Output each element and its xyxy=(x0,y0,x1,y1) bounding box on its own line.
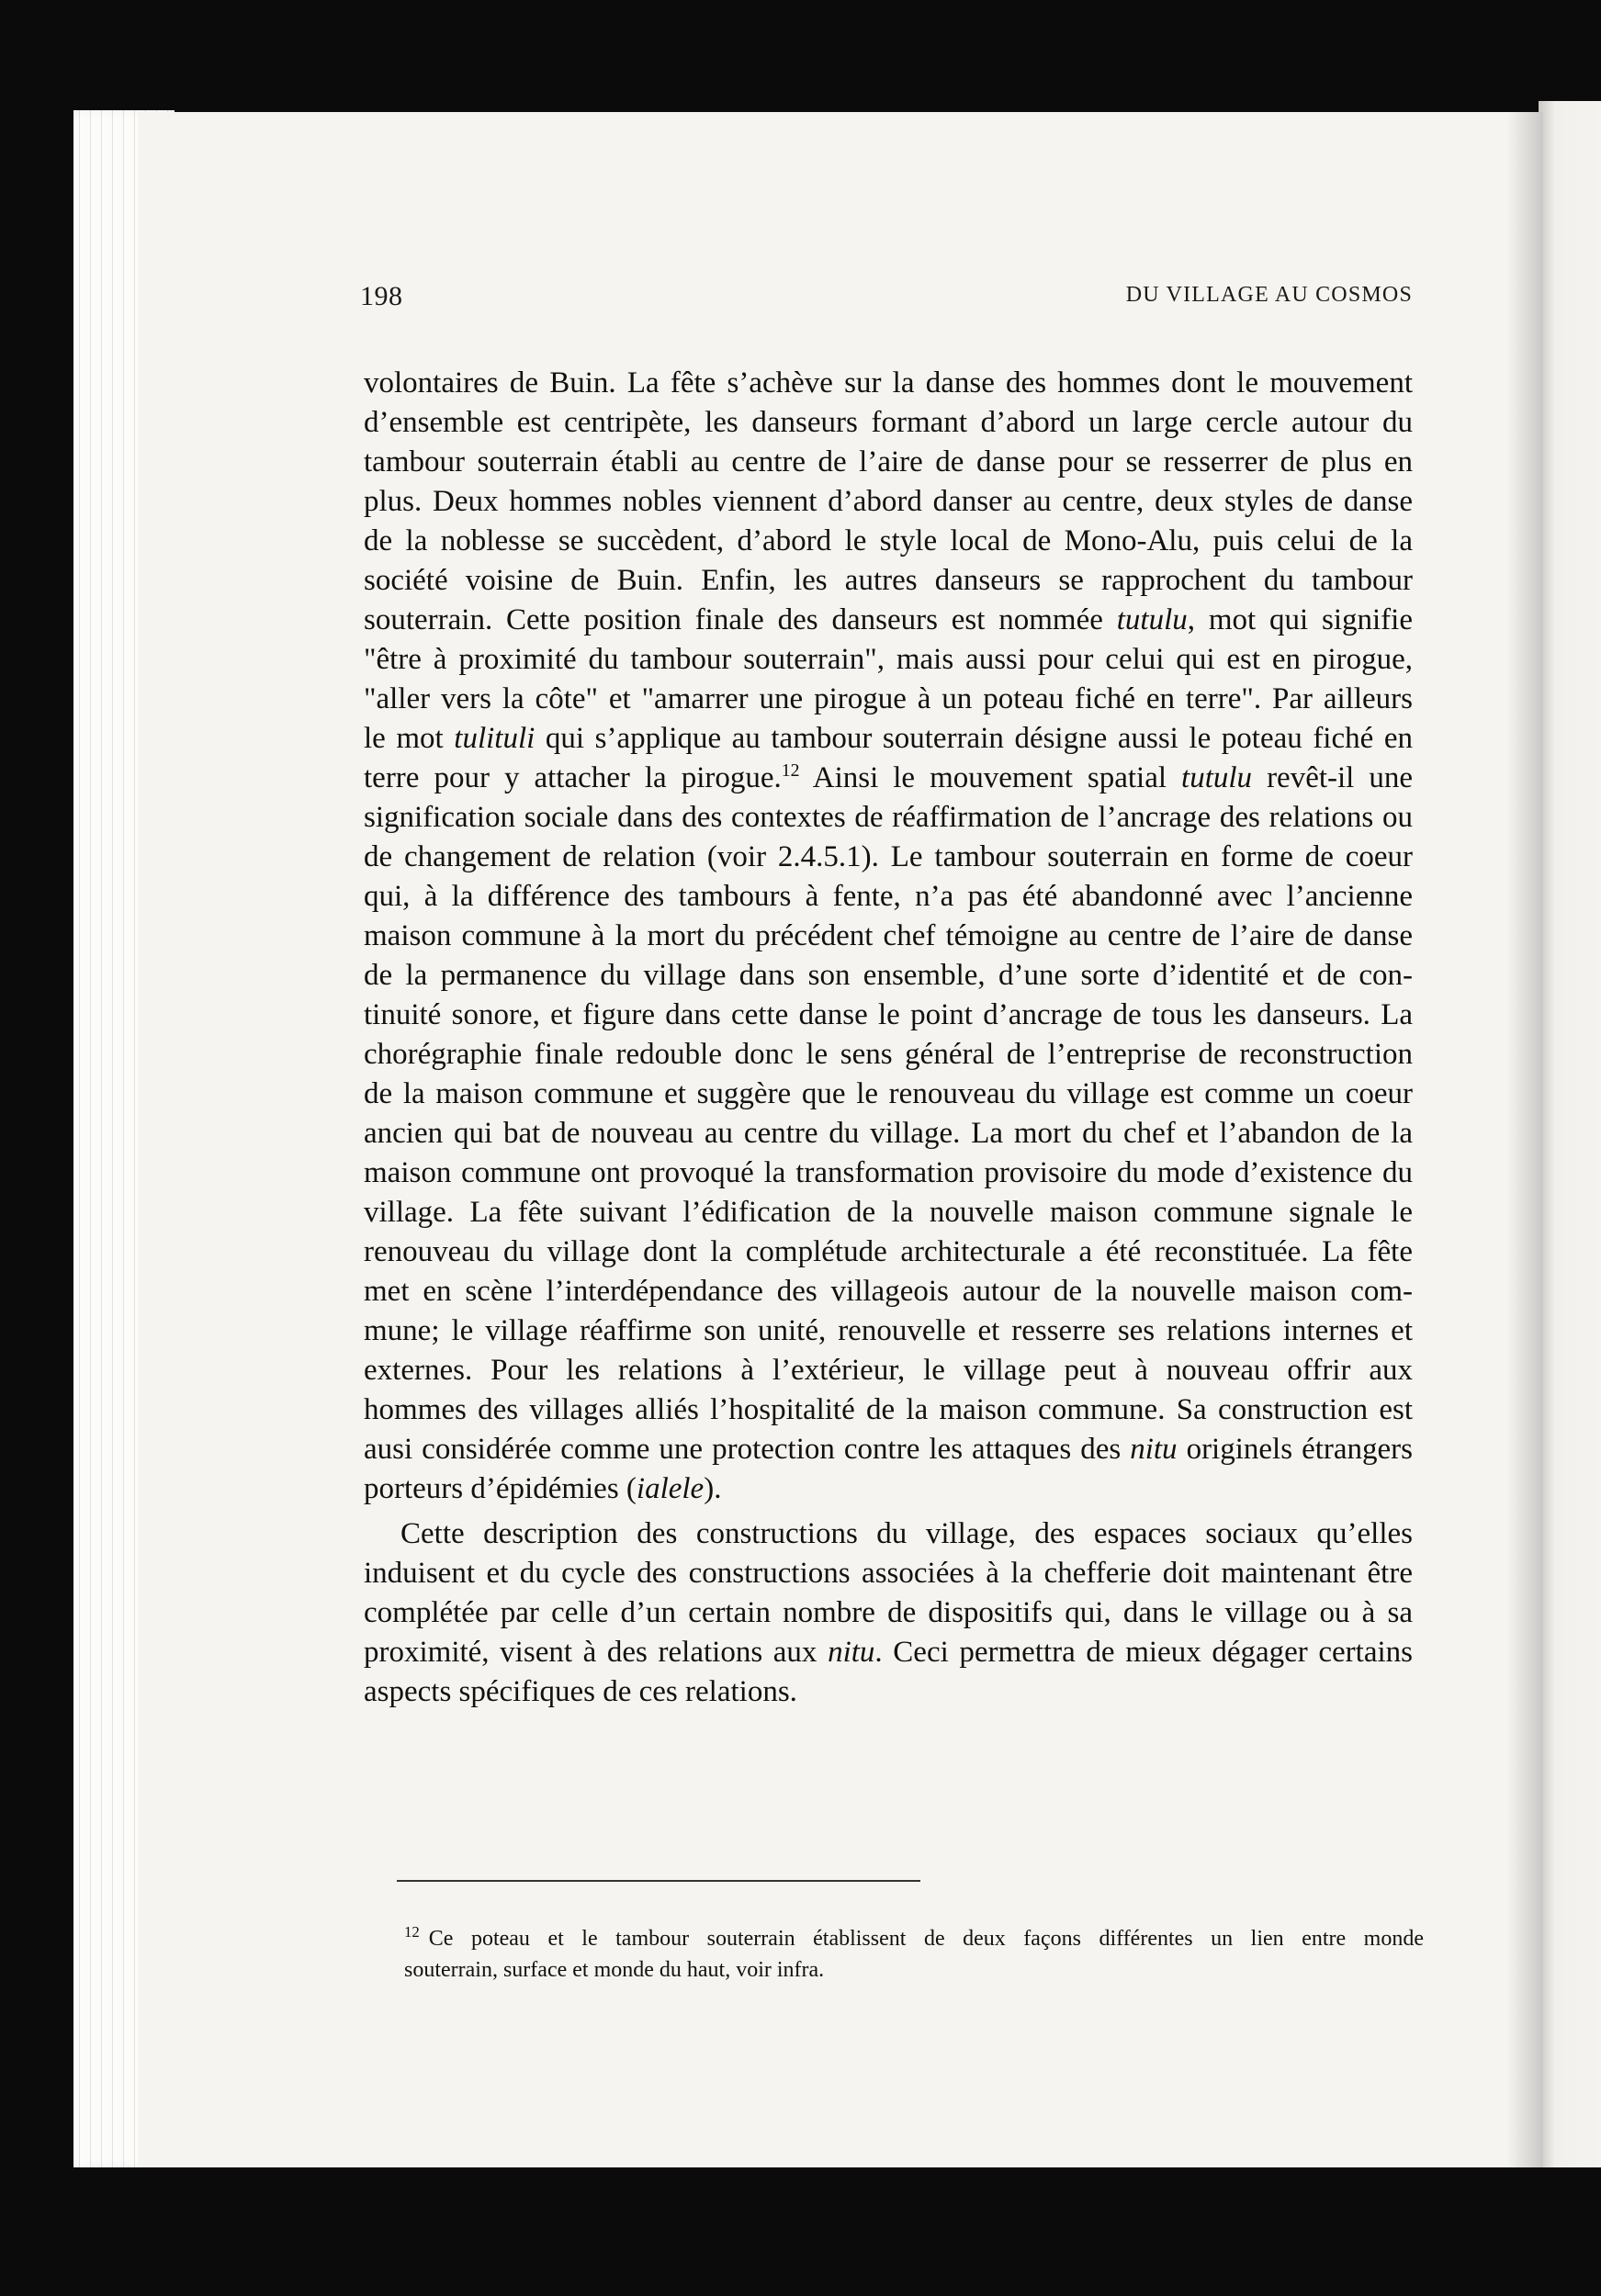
text-line: proximité, visent à des relations aux nitu. Ceci permettra de mieux dégager certains xyxy=(364,1636,1413,1669)
text-line: ancien qui bat de nouveau au centre du village. La mort du chef et l’abandon de la xyxy=(364,1117,1413,1150)
facing-page-edge xyxy=(1539,101,1601,2167)
text-line: tinuité sonore, et figure dans cette danse le point d’ancrage de tous les danseurs. La xyxy=(364,998,1413,1031)
text-line: externes. Pour les relations à l’extérieur, le village peut à nouveau offrir aux xyxy=(364,1354,1413,1387)
text-line: renouveau du village dont la complétude architecturale a été reconstituée. La fête xyxy=(364,1235,1413,1268)
paragraph-2 xyxy=(364,1514,1413,1712)
body-text xyxy=(364,364,1413,1712)
text-line: complétée par celle d’un certain nombre de dispositifs qui, dans le village ou à sa xyxy=(364,1596,1413,1629)
text-line: aspects spécifiques de ces relations. xyxy=(364,1675,797,1708)
footnote-text: Ce poteau et le tambour souterrain établissent de deux façons différentes un lien entre monde xyxy=(428,1927,1424,1951)
page-header xyxy=(360,281,1413,318)
text-line: mune; le village réaffirme son unité, renouvelle et resserre ses relations internes et xyxy=(364,1314,1413,1347)
text-line: maison commune à la mort du précédent chef témoigne au centre de l’aire de danse xyxy=(364,919,1413,952)
text-line: le mot tulituli qui s’applique au tambour souterrain désigne aussi le poteau fiché en xyxy=(364,722,1413,755)
running-head: DU VILLAGE AU COSMOS xyxy=(1125,283,1413,307)
paragraph-1 xyxy=(364,364,1413,1509)
text-line: d’ensemble est centripète, les danseurs formant d’abord un large cercle autour du xyxy=(364,406,1413,439)
text-line: Cette description des constructions du village, des espaces sociaux qu’elles xyxy=(400,1517,1413,1550)
footnote-number: 12 xyxy=(404,1923,420,1941)
text-line: signification sociale dans des contextes de réaffirmation de l’ancrage des relations ou xyxy=(364,801,1413,834)
text-line: société voisine de Buin. Enfin, les autres danseurs se rapprochent du tambour xyxy=(364,564,1413,597)
text-line: ausi considérée comme une protection contre les attaques des nitu originels étrangers xyxy=(364,1433,1413,1466)
text-line: souterrain. Cette position finale des danseurs est nommée tutulu, mot qui signifie xyxy=(364,603,1413,636)
text-line: induisent et du cycle des constructions associées à la chefferie doit maintenant être xyxy=(364,1557,1413,1590)
footnote-rule xyxy=(397,1880,920,1882)
text-line: village. La fête suivant l’édification de la nouvelle maison commune signale le xyxy=(364,1196,1413,1229)
footnote xyxy=(404,1923,1424,1986)
text-line: met en scène l’interdépendance des villageois autour de la nouvelle maison com- xyxy=(364,1275,1413,1308)
text-line: qui, à la différence des tambours à fente, n’a pas été abandonné avec l’ancienne xyxy=(364,880,1413,913)
text-line: de changement de relation (voir 2.4.5.1). Le tambour souterrain en forme de coeur xyxy=(364,840,1413,873)
text-line: porteurs d’épidémies (ialele). xyxy=(364,1472,722,1505)
text-line: chorégraphie finale redouble donc le sens général de l’entreprise de reconstruction xyxy=(364,1038,1413,1071)
text-line: de la maison commune et suggère que le renouveau du village est comme un coeur xyxy=(364,1077,1413,1110)
text-line: hommes des villages alliés l’hospitalité de la maison commune. Sa construction est xyxy=(364,1393,1413,1426)
footnote-line xyxy=(404,1923,1424,1954)
page-number: 198 xyxy=(360,281,403,311)
text-line: plus. Deux hommes nobles viennent d’abord danser au centre, deux styles de danse xyxy=(364,485,1413,518)
text-line: maison commune ont provoqué la transformation provisoire du mode d’existence du xyxy=(364,1156,1413,1189)
text-line: "aller vers la côte" et "amarrer une pirogue à un poteau fiché en terre". Par ailleurs xyxy=(364,682,1413,715)
text-line: tambour souterrain établi au centre de l’aire de danse pour se resserrer de plus en xyxy=(364,445,1413,478)
text-line: de la permanence du village dans son ensemble, d’une sorte d’identité et de con- xyxy=(364,959,1413,992)
text-line: de la noblesse se succèdent, d’abord le style local de Mono-Alu, puis celui de la xyxy=(364,524,1413,557)
footnote-line: souterrain, surface et monde du haut, voir infra. xyxy=(404,1958,825,1982)
gutter-shadow xyxy=(1506,112,1543,2167)
text-line: "être à proximité du tambour souterrain", mais aussi pour celui qui est en pirogue, xyxy=(364,643,1413,676)
text-line: terre pour y attacher la pirogue.$^{12}$ Ainsi le mouvement spatial tutulu revêt-il une xyxy=(364,760,1413,794)
text-line: volontaires de Buin. La fête s’achève sur la danse des hommes dont le mouvement xyxy=(364,366,1413,400)
